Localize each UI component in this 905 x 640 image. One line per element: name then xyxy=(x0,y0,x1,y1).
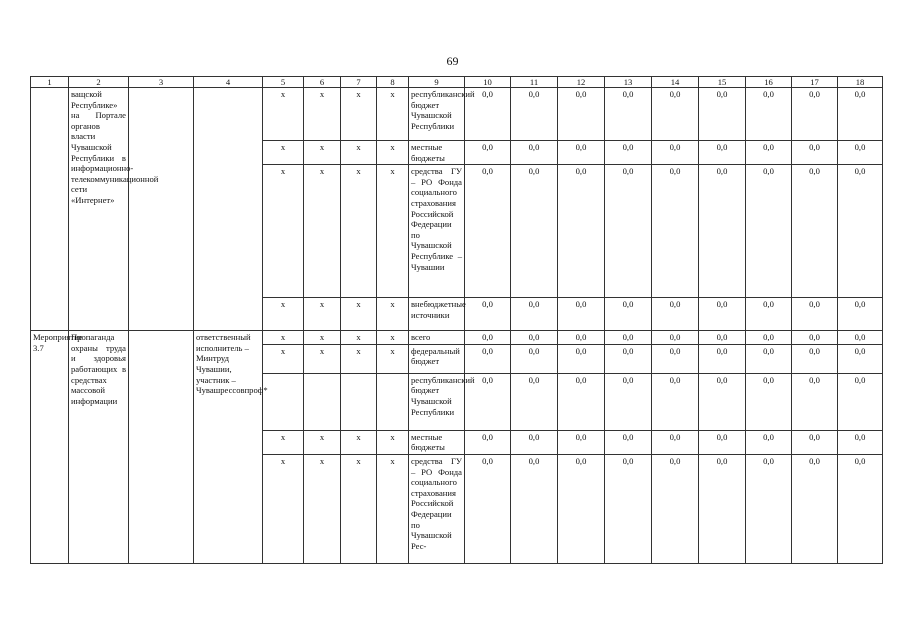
executor-cell: ответственный исполнитель – Минтруд Чувашии, участник – Чувашрессовпроф* xyxy=(194,331,263,564)
program-table xyxy=(30,76,883,564)
value-cell: 0,0 xyxy=(511,373,558,430)
value-cell: 0,0 xyxy=(558,88,605,141)
budget-code-cell: x xyxy=(377,141,409,165)
value-cell: 0,0 xyxy=(465,373,511,430)
budget-code-cell xyxy=(304,373,341,430)
column-header: 12 xyxy=(558,77,605,88)
value-cell: 0,0 xyxy=(699,430,746,454)
budget-code-cell xyxy=(341,373,377,430)
budget-code-cell: x xyxy=(263,141,304,165)
column-header: 5 xyxy=(263,77,304,88)
value-cell: 0,0 xyxy=(838,430,883,454)
value-cell: 0,0 xyxy=(605,298,652,331)
value-cell: 0,0 xyxy=(558,141,605,165)
budget-code-cell: x xyxy=(304,344,341,373)
value-cell: 0,0 xyxy=(699,331,746,345)
value-cell: 0,0 xyxy=(511,88,558,141)
value-cell: 0,0 xyxy=(558,373,605,430)
value-cell: 0,0 xyxy=(511,430,558,454)
value-cell: 0,0 xyxy=(699,141,746,165)
column-header: 6 xyxy=(304,77,341,88)
value-cell: 0,0 xyxy=(605,344,652,373)
budget-code-cell: x xyxy=(341,88,377,141)
budget-code-cell: x xyxy=(341,430,377,454)
value-cell: 0,0 xyxy=(746,165,792,298)
value-cell: 0,0 xyxy=(558,298,605,331)
table-row xyxy=(31,88,883,141)
value-cell: 0,0 xyxy=(652,454,699,563)
funding-source-cell: средства ГУ – РО Фонда социального страхования Российской Федерации по Чувашской Республике – Чувашии xyxy=(409,165,465,298)
value-cell: 0,0 xyxy=(605,88,652,141)
budget-code-cell: x xyxy=(263,430,304,454)
value-cell: 0,0 xyxy=(465,141,511,165)
value-cell: 0,0 xyxy=(558,165,605,298)
column-header: 17 xyxy=(792,77,838,88)
value-cell: 0,0 xyxy=(511,344,558,373)
value-cell: 0,0 xyxy=(652,430,699,454)
value-cell: 0,0 xyxy=(465,454,511,563)
indicator-cell xyxy=(129,331,194,564)
value-cell: 0,0 xyxy=(465,165,511,298)
budget-code-cell: x xyxy=(377,454,409,563)
value-cell: 0,0 xyxy=(558,454,605,563)
value-cell: 0,0 xyxy=(792,88,838,141)
column-header: 10 xyxy=(465,77,511,88)
value-cell: 0,0 xyxy=(511,454,558,563)
value-cell: 0,0 xyxy=(652,298,699,331)
value-cell: 0,0 xyxy=(465,88,511,141)
value-cell: 0,0 xyxy=(746,373,792,430)
executor-cell xyxy=(194,88,263,331)
value-cell: 0,0 xyxy=(792,454,838,563)
value-cell: 0,0 xyxy=(652,344,699,373)
status-cell xyxy=(31,88,69,331)
value-cell: 0,0 xyxy=(652,331,699,345)
value-cell: 0,0 xyxy=(465,430,511,454)
table-row xyxy=(31,331,883,345)
column-header: 9 xyxy=(409,77,465,88)
column-header: 4 xyxy=(194,77,263,88)
budget-code-cell: x xyxy=(377,298,409,331)
value-cell: 0,0 xyxy=(838,165,883,298)
budget-code-cell: x xyxy=(304,141,341,165)
value-cell: 0,0 xyxy=(511,141,558,165)
value-cell: 0,0 xyxy=(465,298,511,331)
value-cell: 0,0 xyxy=(792,141,838,165)
budget-code-cell: x xyxy=(263,331,304,345)
value-cell: 0,0 xyxy=(605,373,652,430)
funding-source-cell: внебюджетные источники xyxy=(409,298,465,331)
budget-code-cell: x xyxy=(341,344,377,373)
value-cell: 0,0 xyxy=(792,298,838,331)
column-header: 16 xyxy=(746,77,792,88)
column-header: 8 xyxy=(377,77,409,88)
budget-code-cell: x xyxy=(263,88,304,141)
event-name-cell: ващской Республике» на Портале органов власти Чувашской Республики в информационно-телекоммуникационной сети «Интернет» xyxy=(69,88,129,331)
funding-source-cell: местные бюджеты xyxy=(409,430,465,454)
budget-code-cell: x xyxy=(263,298,304,331)
value-cell: 0,0 xyxy=(838,298,883,331)
value-cell: 0,0 xyxy=(792,344,838,373)
value-cell: 0,0 xyxy=(511,165,558,298)
value-cell: 0,0 xyxy=(838,88,883,141)
column-header: 18 xyxy=(838,77,883,88)
value-cell: 0,0 xyxy=(838,454,883,563)
value-cell: 0,0 xyxy=(605,454,652,563)
value-cell: 0,0 xyxy=(652,88,699,141)
header-row xyxy=(31,77,883,88)
value-cell: 0,0 xyxy=(838,141,883,165)
budget-code-cell: x xyxy=(341,298,377,331)
column-header: 13 xyxy=(605,77,652,88)
value-cell: 0,0 xyxy=(699,88,746,141)
budget-code-cell: x xyxy=(377,331,409,345)
funding-source-cell: всего xyxy=(409,331,465,345)
value-cell: 0,0 xyxy=(652,373,699,430)
value-cell: 0,0 xyxy=(652,165,699,298)
column-header: 1 xyxy=(31,77,69,88)
budget-code-cell: x xyxy=(377,165,409,298)
value-cell: 0,0 xyxy=(746,454,792,563)
value-cell: 0,0 xyxy=(605,165,652,298)
value-cell: 0,0 xyxy=(605,430,652,454)
value-cell: 0,0 xyxy=(465,331,511,345)
budget-code-cell xyxy=(263,373,304,430)
value-cell: 0,0 xyxy=(746,88,792,141)
value-cell: 0,0 xyxy=(746,430,792,454)
column-header: 11 xyxy=(511,77,558,88)
value-cell: 0,0 xyxy=(699,165,746,298)
value-cell: 0,0 xyxy=(652,141,699,165)
budget-code-cell: x xyxy=(341,331,377,345)
value-cell: 0,0 xyxy=(511,331,558,345)
budget-code-cell: x xyxy=(341,165,377,298)
column-header: 14 xyxy=(652,77,699,88)
indicator-cell xyxy=(129,88,194,331)
value-cell: 0,0 xyxy=(838,373,883,430)
budget-code-cell: x xyxy=(377,88,409,141)
budget-code-cell: x xyxy=(341,141,377,165)
value-cell: 0,0 xyxy=(792,331,838,345)
value-cell: 0,0 xyxy=(746,141,792,165)
value-cell: 0,0 xyxy=(699,344,746,373)
value-cell: 0,0 xyxy=(558,430,605,454)
value-cell: 0,0 xyxy=(792,373,838,430)
value-cell: 0,0 xyxy=(746,331,792,345)
value-cell: 0,0 xyxy=(838,331,883,345)
budget-code-cell xyxy=(377,373,409,430)
budget-code-cell: x xyxy=(304,454,341,563)
column-header: 7 xyxy=(341,77,377,88)
budget-code-cell: x xyxy=(377,344,409,373)
value-cell: 0,0 xyxy=(605,141,652,165)
value-cell: 0,0 xyxy=(838,344,883,373)
budget-code-cell: x xyxy=(263,344,304,373)
budget-code-cell: x xyxy=(263,165,304,298)
page-number: 69 xyxy=(446,54,459,68)
value-cell: 0,0 xyxy=(511,298,558,331)
budget-code-cell: x xyxy=(304,298,341,331)
column-header: 15 xyxy=(699,77,746,88)
value-cell: 0,0 xyxy=(792,165,838,298)
budget-code-cell: x xyxy=(304,165,341,298)
funding-source-cell: федеральный бюджет xyxy=(409,344,465,373)
budget-code-cell: x xyxy=(263,454,304,563)
budget-code-cell: x xyxy=(341,454,377,563)
funding-source-cell: республиканский бюджет Чувашской Республики xyxy=(409,373,465,430)
value-cell: 0,0 xyxy=(699,454,746,563)
value-cell: 0,0 xyxy=(699,373,746,430)
budget-code-cell: x xyxy=(304,88,341,141)
value-cell: 0,0 xyxy=(558,331,605,345)
value-cell: 0,0 xyxy=(746,298,792,331)
value-cell: 0,0 xyxy=(558,344,605,373)
budget-code-cell: x xyxy=(377,430,409,454)
value-cell: 0,0 xyxy=(792,430,838,454)
value-cell: 0,0 xyxy=(699,298,746,331)
value-cell: 0,0 xyxy=(465,344,511,373)
budget-code-cell: x xyxy=(304,430,341,454)
column-header: 3 xyxy=(129,77,194,88)
column-header: 2 xyxy=(69,77,129,88)
event-name-cell: Пропаганда охраны труда и здоровья работающих в средствах массовой информации xyxy=(69,331,129,564)
funding-source-cell: средства ГУ – РО Фонда социального страхования Российской Федерации по Чувашской Рес- xyxy=(409,454,465,563)
funding-source-cell: республиканский бюджет Чувашской Республики xyxy=(409,88,465,141)
status-cell: Мероприятие 3.7 xyxy=(31,331,69,564)
funding-source-cell: местные бюджеты xyxy=(409,141,465,165)
value-cell: 0,0 xyxy=(605,331,652,345)
value-cell: 0,0 xyxy=(746,344,792,373)
budget-code-cell: x xyxy=(304,331,341,345)
